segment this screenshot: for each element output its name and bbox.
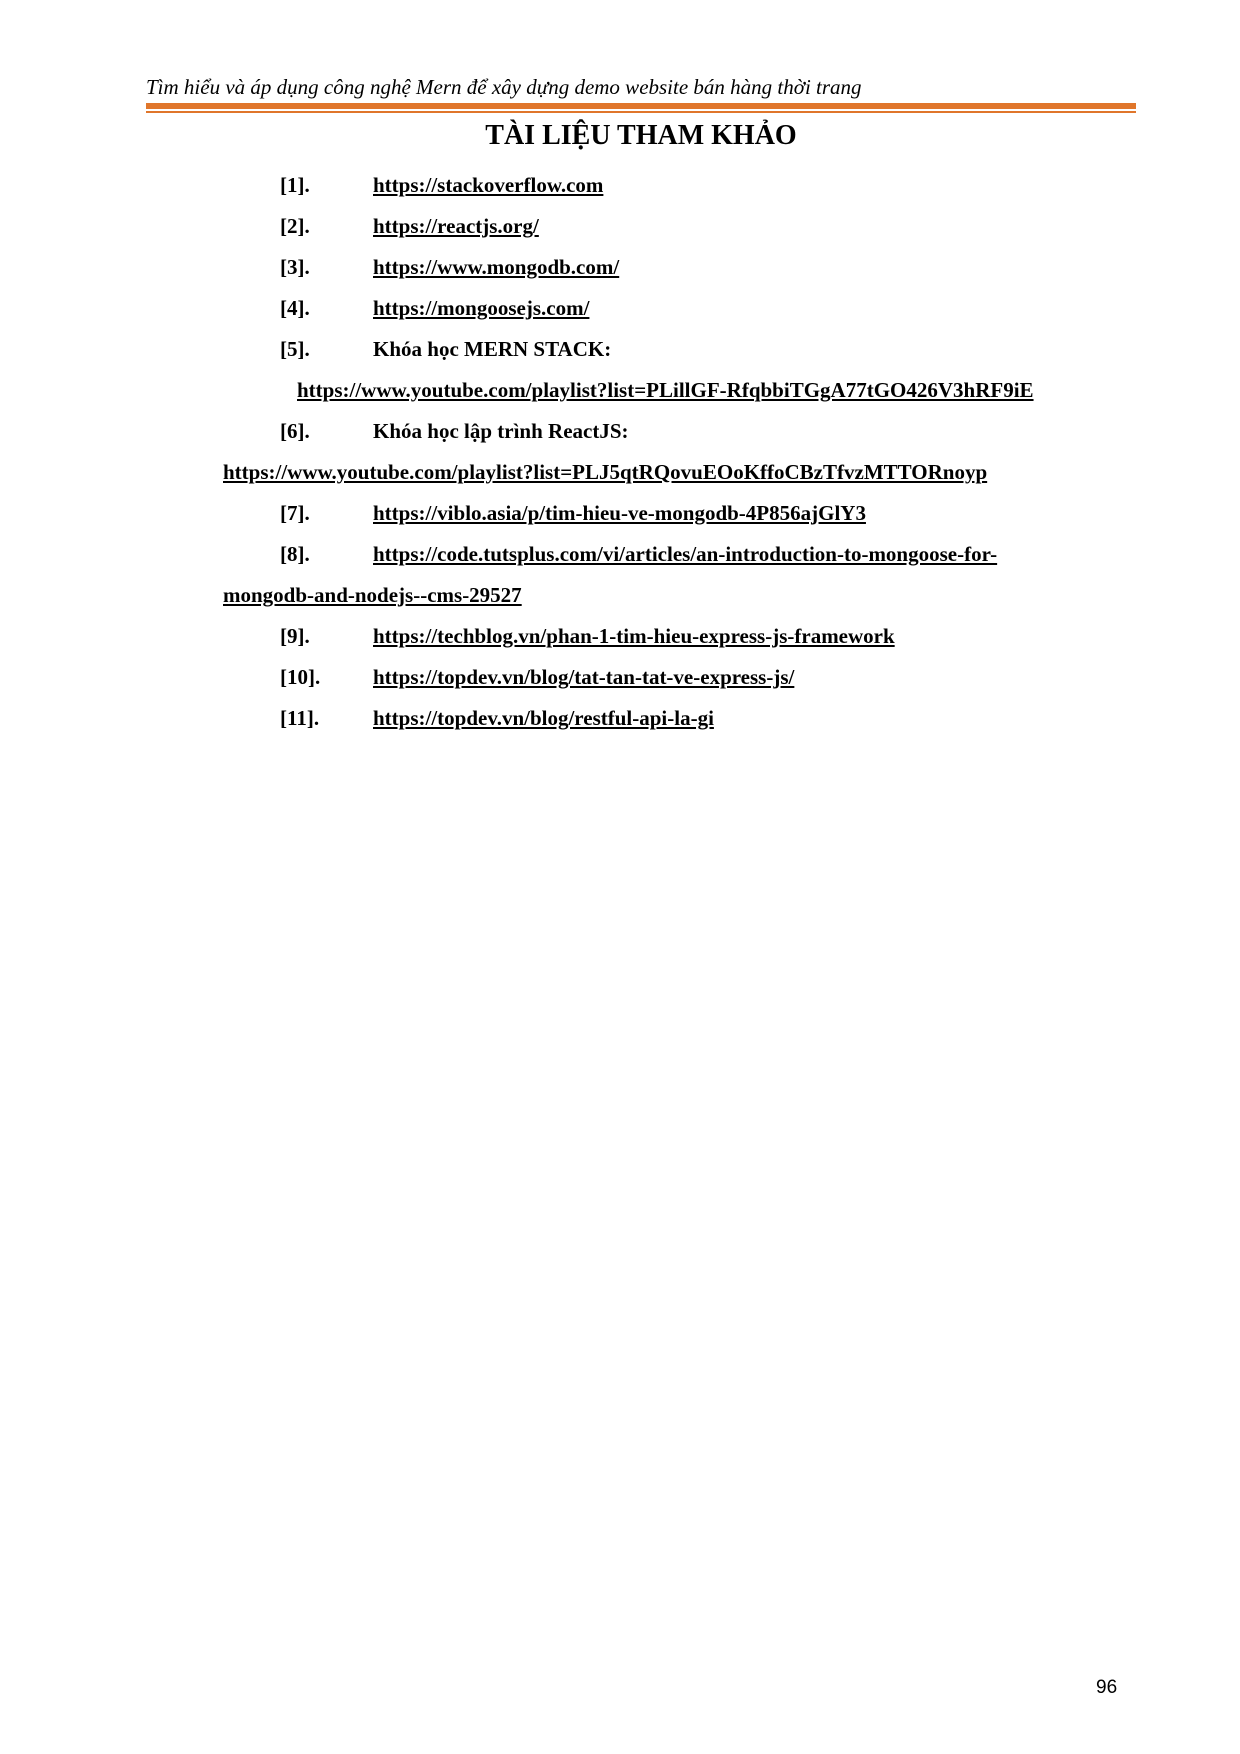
reference-link[interactable]: https://techblog.vn/phan-1-tim-hieu-express-js-framework xyxy=(373,624,895,648)
reference-link[interactable]: mongodb-and-nodejs--cms-29527 xyxy=(223,583,522,607)
reference-number: [4]. xyxy=(280,296,310,320)
reference-number: [1]. xyxy=(280,173,310,197)
reference-link[interactable]: https://www.youtube.com/playlist?list=PLillGF-RfqbbiTGgA77tGO426V3hRF9iE xyxy=(297,378,1034,402)
page-title: TÀI LIỆU THAM KHẢO xyxy=(485,120,797,151)
reference-number: [8]. xyxy=(280,542,310,566)
reference-label: Khóa học lập trình ReactJS: xyxy=(373,419,629,443)
reference-item-continued xyxy=(223,459,987,485)
reference-number: [10]. xyxy=(280,665,321,689)
reference-link[interactable]: https://viblo.asia/p/tim-hieu-ve-mongodb-4P856ajGlY3 xyxy=(373,501,866,525)
reference-number: [7]. xyxy=(280,501,310,525)
reference-number: [5]. xyxy=(280,337,310,361)
reference-number: [3]. xyxy=(280,255,310,279)
reference-link[interactable]: https://topdev.vn/blog/tat-tan-tat-ve-express-js/ xyxy=(373,665,795,689)
reference-link[interactable]: https://reactjs.org/ xyxy=(373,214,539,238)
reference-link[interactable]: https://www.youtube.com/playlist?list=PLJ5qtRQovuEOoKffoCBzTfvzMTTORnoyp xyxy=(223,460,988,484)
reference-item-continued xyxy=(297,377,1034,403)
reference-link[interactable]: https://mongoosejs.com/ xyxy=(373,296,590,320)
reference-link[interactable]: https://stackoverflow.com xyxy=(373,173,604,197)
reference-link[interactable]: https://www.mongodb.com/ xyxy=(373,255,620,279)
running-header: Tìm hiểu và áp dụng công nghệ Mern để xây dựng demo website bán hàng thời trang xyxy=(146,75,862,99)
reference-link[interactable]: https://code.tutsplus.com/vi/articles/an-introduction-to-mongoose-for- xyxy=(373,542,998,566)
reference-label: Khóa học MERN STACK: xyxy=(373,337,612,361)
page-number: 96 xyxy=(1096,1677,1118,1698)
reference-number: [6]. xyxy=(280,419,310,443)
reference-item-continued xyxy=(223,582,522,608)
reference-number: [9]. xyxy=(280,624,310,648)
reference-number: [2]. xyxy=(280,214,310,238)
reference-link[interactable]: https://topdev.vn/blog/restful-api-la-gi xyxy=(373,706,714,730)
reference-number: [11]. xyxy=(280,706,320,730)
